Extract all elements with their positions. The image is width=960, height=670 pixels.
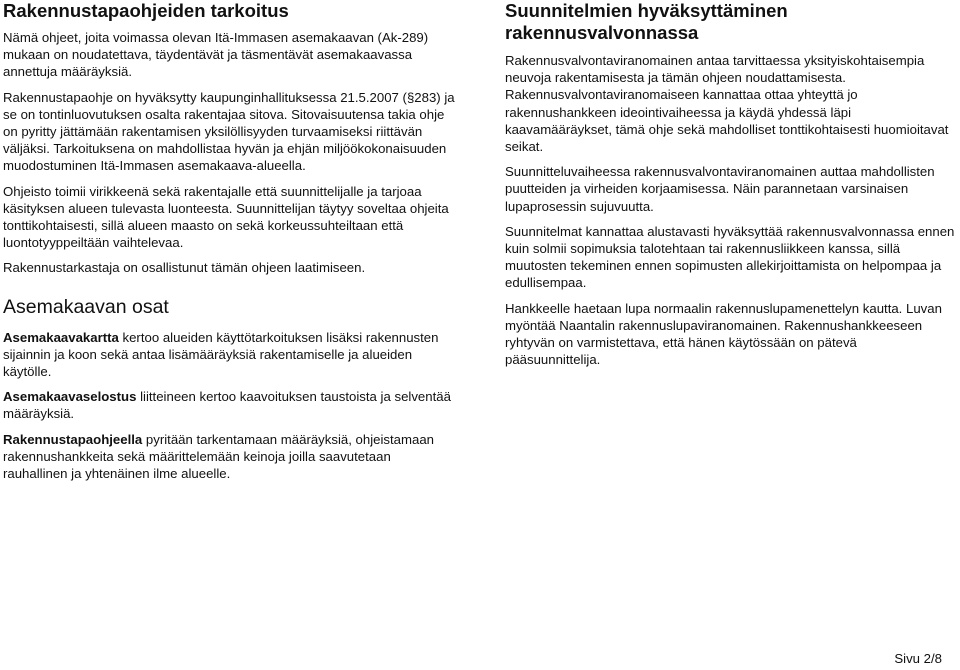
- paragraph-approval: Rakennustapaohje on hyväksytty kaupunginhallituksessa 21.5.2007 (§283) ja se on tontinluovutuksen osalta rakentajaa sitova. Sitovaisuutensa takia ohje on pyritty jättämään rakentamisen yksilöllisyyden turvaamiseksi riittävän väljäksi. Tarkoituksena on mahdollistaa hyvän ja ehjän miljöökokonaisuuden muodostuminen Itä-Immasen asemakaava-alueella.: [3, 89, 455, 174]
- desc-plan-description: liitteineen kertoo kaavoituksen taustoista ja selventää määräyksiä.: [3, 389, 451, 422]
- paragraph-guidance: Ohjeisto toimii virikkeenä sekä rakentajalle että suunnittelijalle ja tarjoaa käsityksen alueen tulevasta luonteesta. Suunnittelijan täytyy soveltaa ohjeita tonttikohtaisesti, sillä alueen maasto on sekä korkeussuhteiltaan että luontotyyppeiltään vaihtelevaa.: [3, 183, 449, 251]
- right-column: [505, 0, 955, 368]
- section-heading-purpose: Rakennustapaohjeiden tarkoitus: [3, 0, 289, 21]
- plan-part-map: [3, 329, 458, 381]
- plan-part-guideline: [3, 431, 458, 483]
- section-heading-plan-parts: Asemakaavan osat: [3, 295, 169, 318]
- paragraph-intro: Nämä ohjeet, joita voimassa olevan Itä-Immasen asemakaavan (Ak-289) mukaan on noudatettava, täydentävät ja täsmentävät asemakaavassa annettuja määräyksiä.: [3, 30, 429, 80]
- paragraph-authority-advice: Rakennusvalvontaviranomainen antaa tarvittaessa yksityiskohtaisempia neuvoja rakentamisesta ja tämän ohjeen noudattamisesta. Rakennusvalvontaviranomaiseen kannattaa ottaa yhteyttä jo rakennushankkeen ideointivaiheessa ja käydä yhdessä läpi kaavamääräykset, tämä ohje sekä mahdolliset tonttikohtaisesti huomioitavat seikat.: [505, 53, 949, 155]
- plan-part-description: [3, 388, 458, 422]
- term-building-guideline: Rakennustapaohjeella: [3, 431, 143, 447]
- desc-building-guideline: pyritään tarkentamaan määräyksiä, ohjeistamaan rakennushankkeita sekä määrittelemään keinoja joilla saavutetaan rauhallinen ja yhtenäinen ilme alueelle.: [3, 431, 434, 482]
- paragraph-permit: Hankkeelle haetaan lupa normaalin rakennuslupamenettelyn kautta. Luvan myöntää Naantalin rakennuslupaviranomainen. Rakennushankkeeseen ryhtyvän on varmistettava, että hänen käytössään on pätevä pääsuunnittelija.: [505, 300, 942, 368]
- paragraph-inspector: Rakennustarkastaja on osallistunut tämän ohjeen laatimiseen.: [3, 260, 366, 276]
- desc-plan-map: kertoo alueiden käyttötarkoituksen lisäksi rakennusten sijainnin ja koon sekä antaa lisämääräyksiä rakentamiselle ja alueiden käytölle.: [3, 329, 439, 380]
- paragraph-design-phase: Suunnitteluvaiheessa rakennusvalvontaviranomainen auttaa mahdollisten puutteiden ja virheiden korjaamisessa. Näin parannetaan varsinaisen lupaprosessin sujuvuutta.: [505, 164, 935, 214]
- left-column: [3, 0, 458, 482]
- section-heading-approval: Suunnitelmien hyväksyttäminen rakennusvalvonnassa: [505, 0, 788, 43]
- term-plan-map: Asemakaavakartta: [3, 329, 119, 345]
- page-number: Sivu 2/8: [894, 651, 942, 666]
- term-plan-description: Asemakaavaselostus: [3, 389, 137, 405]
- paragraph-preliminary-approval: Suunnitelmat kannattaa alustavasti hyväksyttää rakennusvalvonnassa ennen kuin solmii sopimuksia talotehtaan tai rakennusliikkeen kanssa, sillä muutosten tekeminen ennen sopimusten allekirjoittamista on helpompaa ja edullisempaa.: [505, 223, 955, 291]
